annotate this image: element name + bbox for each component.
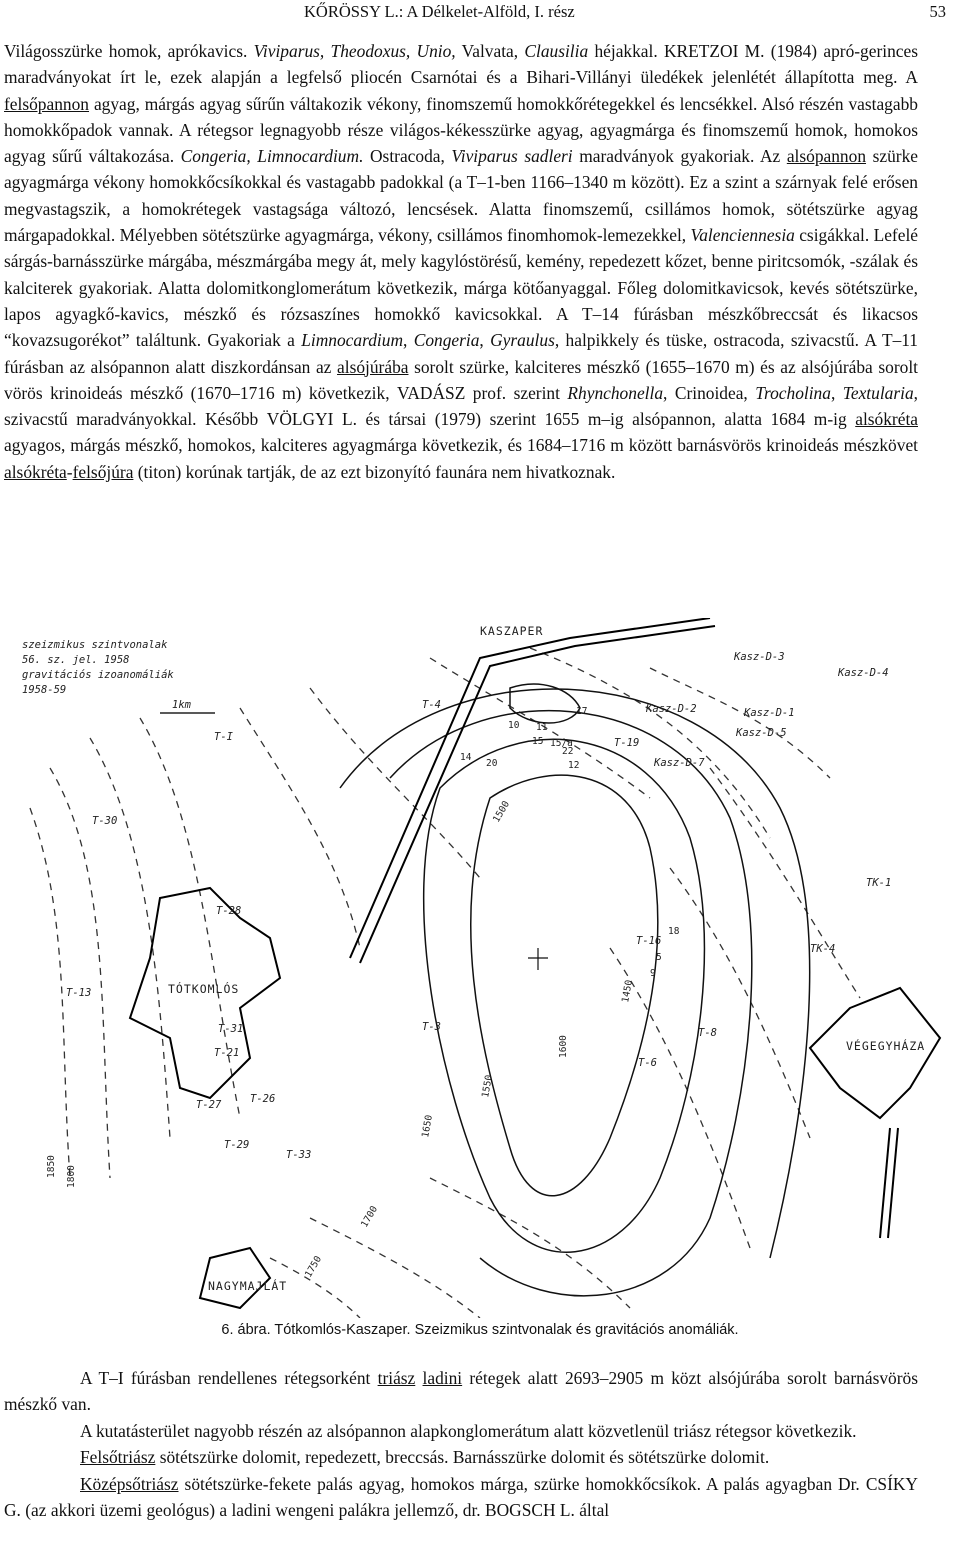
text-run: rétegek alatt 2693–2905 m közt alsójúrába sorolt barnásvörös mészkő van. — [4, 1368, 918, 1415]
seismic-contours — [340, 684, 810, 1296]
taxon: Viviparus, Theodoxus, Unio, — [253, 41, 456, 61]
text-run: - — [66, 461, 73, 482]
author-name: VÖLGYI L. — [266, 409, 357, 430]
well-label: T-4 — [422, 699, 441, 711]
well-label: T-31 — [218, 1023, 244, 1035]
taxon: Valenciennesia — [690, 225, 795, 246]
well-label: T-19 — [614, 737, 640, 749]
well-label: T-13 — [66, 987, 92, 999]
text-run: és társai (1979) szerint 1655 m–ig alsópannon, alatta 1684 m-ig — [356, 409, 856, 430]
well-labels — [66, 651, 891, 1161]
stratigraphic-term: alsópannon — [786, 146, 867, 167]
author-name: CSÍKY G. — [4, 1473, 918, 1521]
station-number: 10 — [508, 720, 520, 731]
header-author: KŐRÖSSY L.: — [304, 2, 404, 21]
well-label: Kasz-D-5 — [736, 727, 787, 739]
legend-line: gravitációs izoanomáliák — [22, 669, 174, 681]
paragraph-1 — [4, 38, 918, 485]
station-number: 5 — [656, 952, 662, 963]
station-number: 9 — [650, 968, 656, 979]
station-number: 11 — [536, 722, 548, 733]
well-label: T-16 — [636, 935, 662, 947]
taxon: Congeria, Limnocardium. — [180, 146, 364, 167]
town-nagymajlat: NAGYMAJLÁT — [208, 1279, 288, 1293]
well-label: Kasz-D-1 — [744, 707, 795, 719]
text-run: , Crinoidea, — [663, 382, 756, 403]
station-number: 12 — [568, 760, 580, 771]
stratigraphic-term: Középsőtriász — [80, 1473, 179, 1494]
text-run: Ostracoda, — [363, 146, 452, 167]
scale-label: 1km — [172, 699, 191, 711]
page-header — [0, 2, 960, 28]
text-run: agyag, márgás agyag sűrűn váltakozik vékony, finomszemű homokkőrétegekkel és lencsékkel. Alsó részén vastagabb homokkőpadok vannak. A rétegsor legnagyobb része világos-kékesszürke agyag, agyagmárga és finomszemű homok, homokos agyag sűrű váltakozása. — [4, 93, 918, 167]
well-label: T-28 — [216, 905, 242, 917]
taxon: Trocholina — [755, 382, 831, 403]
header-title: A Délkelet-Alföld, I. rész — [406, 2, 575, 21]
author-name: BOGSCH L. — [484, 1500, 575, 1521]
text-run: A T–I fúrásban rendellenes rétegsorként — [80, 1368, 378, 1388]
lower-text — [4, 1365, 918, 1523]
taxon: Limnocardium — [301, 330, 404, 351]
well-label: Kasz-D-4 — [838, 667, 889, 679]
contour-value: 1650 — [420, 1114, 435, 1139]
legend-line: 1958-59 — [22, 684, 67, 696]
text-run: (1984) apró-gerinces maradványokat írt le, ezek alapján a legfelső pliocén Csarnótai és a Bihari-Villányi üledékek jelenlétét állapította meg. A — [4, 41, 918, 88]
well-label: Kasz-D-3 — [734, 651, 785, 663]
station-number: 15/a — [550, 738, 573, 749]
town-vegegyhaza: VÉGEGYHÁZA — [846, 1039, 926, 1053]
map-legend — [22, 639, 215, 713]
text-run: sorolt szürke, kalciteres mészkő (1655–1670 m) és az alsójúrába sorolt vörös krinoideás mészkő (1670–1716 m) következik, — [4, 356, 918, 403]
station-number: 17 — [576, 706, 588, 717]
well-label: T-33 — [286, 1149, 312, 1161]
station-number: 20 — [486, 758, 498, 769]
well-label: T-27 — [196, 1099, 222, 1111]
well-label: TK-4 — [810, 943, 836, 955]
contour-value: 1750 — [303, 1254, 325, 1280]
station-number: 14 — [460, 752, 472, 763]
body-paragraph — [4, 38, 918, 485]
stratigraphic-term: alsókréta — [855, 409, 918, 430]
taxon: Gyraulus — [490, 330, 555, 351]
text-run: héjakkal. — [588, 41, 664, 61]
figure-caption: 6. ábra. Tótkomlós-Kaszaper. Szeizmikus szintvonalak és gravitációs anomáliák. — [221, 1322, 739, 1338]
gravity-center-cross — [528, 948, 548, 970]
text-run: , — [479, 330, 491, 351]
text-run: maradványok gyakoriak. Az — [572, 146, 787, 167]
contour-value: 1550 — [480, 1074, 495, 1099]
legend-line: szeizmikus szintvonalak — [22, 639, 168, 651]
taxon: Rhynchonella — [567, 382, 664, 403]
well-label: T-3 — [422, 1021, 441, 1033]
author-name: KRETZOI M. — [663, 41, 765, 61]
seismic-contour-map — [10, 618, 950, 1318]
well-label: T-8 — [698, 1027, 717, 1039]
paragraph-felsotriasz — [4, 1444, 918, 1470]
well-label: T-26 — [250, 1093, 276, 1105]
text-run: csigákkal. Lefelé sárgás-barnásszürke márgába, mészmárgába megy át, mely kagylóstörésű, kemény, repedezett kőzet, benne piritcsomók, -szálak és kalciterek gyakoriak. Alatta dolomitkonglomerátum következik, márga kötőanyaggal. Főleg dolomitkavicsok, kevés sötétszürke, lapos agyagkő-kavics, mészkő és rózsaszínes homokkő kavicsokkal. A T–14 fúrásban mészkőbreccsát és likacsos “kovazsugorékot” találtunk. Gyakoriak a — [4, 225, 918, 351]
well-label: Kasz-D-2 — [646, 703, 697, 715]
well-label: T-21 — [214, 1047, 240, 1059]
text-run: Világosszürke homok, aprókavics. — [4, 41, 254, 61]
contour-value: 1600 — [558, 1035, 569, 1058]
well-label: T-30 — [92, 815, 118, 827]
well-label: T-6 — [638, 1057, 657, 1069]
text-run: sötétszürke-fekete palás agyag, homokos márga, szürke homokkőcsíkok. A palás agyagban Dr. — [178, 1473, 866, 1494]
text-run: prof. szerint — [465, 382, 568, 403]
well-label: T-29 — [224, 1139, 250, 1151]
stratigraphic-term: alsójúrába — [337, 356, 409, 377]
text-run: Valvata, — [455, 41, 525, 61]
station-number: 15 — [532, 736, 544, 747]
town-kaszaper: KASZAPER — [480, 624, 544, 638]
text-run: által — [574, 1500, 610, 1521]
text-run: (titon) korúnak tartják, de az ezt bizonyító faunára nem hivatkoznak. — [133, 461, 616, 482]
text-run: , halpikkely és tüske, ostracoda, szivacstű. A T–11 fúrásban az alsópannon alatt diszkordánsan az — [4, 330, 919, 377]
paragraph-t1 — [4, 1365, 918, 1418]
stratigraphic-term: ladini — [422, 1368, 463, 1388]
taxon: Textularia — [842, 382, 914, 403]
stratigraphic-term: triász — [377, 1368, 416, 1388]
taxon: Congeria — [413, 330, 480, 351]
taxon: Clausilia — [524, 41, 589, 61]
stratigraphic-term: felsőjúra — [72, 461, 134, 482]
text-run: , — [830, 382, 843, 403]
station-number: 22 — [562, 746, 574, 757]
contour-value: 1700 — [359, 1204, 381, 1230]
text-run: , — [403, 330, 414, 351]
text-run: , szivacstű maradványokkal. Később — [4, 382, 919, 430]
text-run — [415, 1368, 422, 1388]
well-label: Kasz-D-7 — [654, 757, 705, 769]
stratigraphic-term: alsókréta — [4, 461, 67, 482]
contour-values — [46, 799, 635, 1280]
taxon: Viviparus sadleri — [451, 146, 573, 167]
station-number: 18 — [668, 926, 680, 937]
text-run: szürke agyagmárga vékony homokkőcsíkokkal és vastagabb padokkal (a T–1-ben 1166–1340 m között). Ez a szint a szárnyak felé erősen megvastagszik, a homokrétegek vastagsága változó, lencsések. Alatta finomszemű, csillámos homok, sötétszürke agyag márgapadokkal. Mélyebben sötétszürke agyagmárga, vékony, csillámos finomhomok-lemezekkel, — [4, 146, 918, 246]
town-totkomlos: TÓTKOMLÓS — [168, 982, 240, 996]
contour-value: 1800 — [66, 1165, 77, 1188]
stratigraphic-term: felsőpannon — [4, 93, 90, 114]
paragraph-kozepsotriasz — [4, 1471, 918, 1524]
paragraph-research: A kutatásterület nagyobb részén az alsópannon alapkonglomerátum alatt közvetlenül triász rétegsor következik. — [80, 1420, 857, 1441]
stratigraphic-term: Felsőtriász — [80, 1447, 156, 1468]
gravity-isoanomalies — [30, 648, 860, 1318]
well-label: T-I — [214, 731, 233, 743]
text-run: sötétszürke dolomit, repedezett, breccsás. Barnásszürke dolomit és sötétszürke dolomit. — [155, 1447, 770, 1468]
author-name: VADÁSZ — [397, 382, 466, 403]
well-label: TK-1 — [866, 877, 892, 889]
contour-value: 1450 — [620, 979, 635, 1004]
contour-value: 1850 — [46, 1155, 57, 1178]
figure-map — [10, 618, 950, 1318]
text-run: agyagos, márgás mészkő, homokos, kalciteres agyagmárga következik, és 1684–1716 m között barnásvörös krinoideás mészkövet — [4, 435, 918, 456]
text-run: (az akkori üzemi geológus) a ladini wengeni palákra jellemző, dr. — [20, 1500, 485, 1521]
contour-value: 1500 — [491, 799, 513, 825]
page-number: 53 — [929, 2, 946, 21]
running-title — [304, 2, 575, 22]
legend-line: 56. sz. jel. 1958 — [22, 654, 130, 666]
